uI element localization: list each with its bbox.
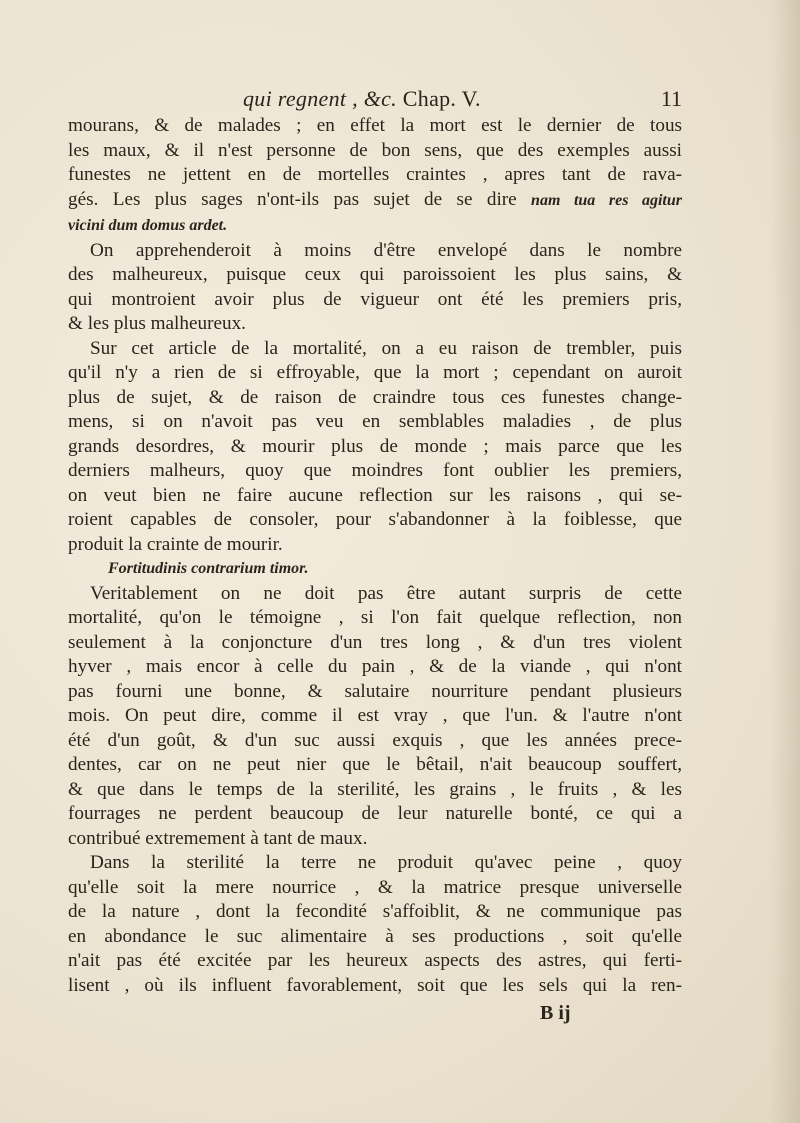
text-line: On apprehenderoit à moins d'être envelopé dans le nombre bbox=[90, 239, 682, 261]
text-line: derniers malheurs, quoy que moindres font oublier les premiers, bbox=[68, 460, 682, 481]
text-line-with-quote bbox=[68, 188, 682, 214]
text-line: les maux, & il n'est personne de bon sens, que des exemples aussi bbox=[68, 139, 682, 161]
text-line: qu'elle soit la mere nourrice , & la matrice presque universelle bbox=[68, 876, 682, 898]
text-line: dentes, car on ne peut nier que le bêtail, n'ait beaucoup souffert, bbox=[68, 754, 682, 775]
page-edge-shadow bbox=[770, 0, 800, 1123]
signature-mark: B ij bbox=[540, 1002, 571, 1024]
text-line: n'ait pas été excitée par les heureux aspects des astres, qui ferti- bbox=[68, 950, 682, 971]
paragraph-1 bbox=[68, 114, 682, 239]
text-line: hyver , mais encor à celle du pain , & de la viande , qui n'ont bbox=[68, 656, 682, 677]
text-line: mourans, & de malades ; en effet la mort est le dernier de tous bbox=[68, 115, 682, 136]
text-line: été d'un goût, & d'un suc aussi exquis , que les années prece- bbox=[68, 729, 682, 751]
text-line: & que dans le temps de la sterilité, les grains , le fruits , & les bbox=[68, 778, 682, 800]
latin-quote: nam tua res agitur bbox=[531, 191, 682, 209]
text-line: gés. Les plus sages n'ont-ils pas sujet de se dire bbox=[68, 188, 517, 210]
latin-maxim: Fortitudinis contrarium timor. bbox=[108, 560, 309, 577]
text-line: roient capables de consoler, pour s'abandonner à la foiblesse, que bbox=[68, 509, 682, 530]
running-title-roman: Chap. V. bbox=[402, 86, 481, 111]
running-title-italic: qui regnent , &c. bbox=[243, 86, 397, 111]
text-line: plus de sujet, & de raison de craindre tous ces funestes change- bbox=[68, 386, 682, 408]
text-line: Dans la sterilité la terre ne produit qu'avec peine , quoy bbox=[90, 852, 682, 873]
text-line: pas fourni une bonne, & salutaire nourriture pendant plusieurs bbox=[68, 680, 682, 702]
running-head bbox=[243, 86, 481, 112]
paragraph-5 bbox=[68, 851, 682, 998]
paragraph-3 bbox=[68, 337, 682, 558]
text-line: qu'il n'y a rien de si effroyable, que la mort ; cependant on auroit bbox=[68, 362, 682, 383]
latin-quote-text: vicini dum domus ardet. bbox=[68, 217, 228, 234]
paragraph-4 bbox=[68, 582, 682, 852]
page-header bbox=[68, 86, 682, 116]
text-line: funestes ne jettent en de mortelles craintes , apres tant de rava- bbox=[68, 164, 682, 185]
paragraph-2 bbox=[68, 239, 682, 337]
text-line: Sur cet article de la mortalité, on a eu raison de trembler, puis bbox=[90, 337, 682, 359]
text-line: en abondance le suc alimentaire à ses productions , soit qu'elle bbox=[68, 925, 682, 947]
text-line: on veut bien ne faire aucune reflection sur les raisons , qui se- bbox=[68, 484, 682, 506]
latin-quote-end bbox=[68, 213, 682, 239]
text-line: fourrages ne perdent beaucoup de leur naturelle bonté, ce qui a bbox=[68, 803, 682, 824]
text-line: seulement à la conjoncture d'un tres long , & d'un tres violent bbox=[68, 631, 682, 653]
text-line: mois. On peut dire, comme il est vray , que l'un. & l'autre n'ont bbox=[68, 705, 682, 726]
text-line: Veritablement on ne doit pas être autant surpris de cette bbox=[90, 582, 682, 604]
text-line: mortalité, qu'on le témoigne , si l'on fait quelque reflection, non bbox=[68, 607, 682, 628]
text-line: contribué extremement à tant de maux. bbox=[68, 827, 368, 849]
text-line: qui montroient avoir plus de vigueur ont été les premiers pris, bbox=[68, 288, 682, 310]
text-line: grands desordres, & mourir plus de monde ; mais parce que les bbox=[68, 435, 682, 457]
body-text bbox=[68, 114, 682, 998]
text-line: & les plus malheureux. bbox=[68, 313, 246, 334]
page-number: 11 bbox=[660, 86, 682, 111]
text-line: mens, si on n'avoit pas veu en semblables maladies , de plus bbox=[68, 411, 682, 432]
text-line: produit la crainte de mourir. bbox=[68, 533, 283, 555]
text-line: de la nature , dont la fecondité s'affoiblit, & ne communique pas bbox=[68, 901, 682, 922]
text-line: des malheureux, puisque ceux qui paroissoient les plus sains, & bbox=[68, 264, 682, 285]
text-line: lisent , où ils influent favorablement, soit que les sels qui la ren- bbox=[68, 974, 682, 996]
